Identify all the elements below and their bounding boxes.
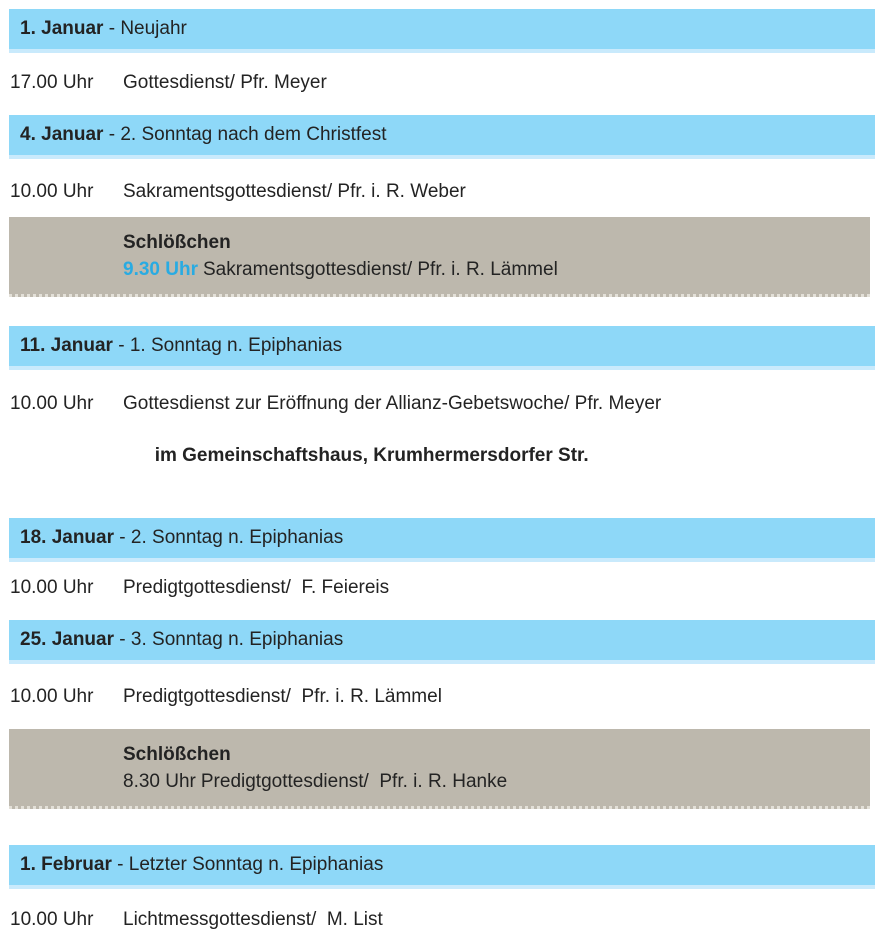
date-title: Letzter Sonntag n. Epiphanias <box>128 854 384 875</box>
service-description: Sakramentsgottesdienst/ Pfr. i. R. Weber <box>123 181 466 202</box>
date-separator: - <box>114 527 131 548</box>
service-row <box>0 179 875 205</box>
date-title: 3. Sonntag n. Epiphanias <box>130 629 344 650</box>
date-label: 4. Januar <box>20 124 104 145</box>
service-description: Predigtgottesdienst/ F. Feiereis <box>123 577 390 598</box>
date-separator: - <box>103 18 121 39</box>
venue-time: 8.30 Uhr <box>123 771 196 792</box>
venue-box <box>9 729 870 809</box>
service-description: Lichtmessgottesdienst/ M. List <box>123 909 383 930</box>
date-label: 18. Januar <box>20 527 114 548</box>
date-bar <box>9 326 875 370</box>
service-row <box>0 684 875 710</box>
date-title: 2. Sonntag n. Epiphanias <box>130 527 344 548</box>
venue-name: Schlößchen <box>123 232 231 253</box>
service-row <box>0 907 875 933</box>
service-description <box>123 391 661 495</box>
service-description: Predigtgottesdienst/ Pfr. i. R. Lämmel <box>123 686 442 707</box>
venue-name: Schlößchen <box>123 744 231 765</box>
service-row <box>0 70 875 96</box>
date-separator: - <box>103 124 121 145</box>
service-time: 10.00 Uhr <box>10 686 94 707</box>
service-time: 10.00 Uhr <box>10 181 94 202</box>
date-bar <box>9 845 875 889</box>
date-separator: - <box>112 335 130 356</box>
date-label: 25. Januar <box>20 629 114 650</box>
date-separator: - <box>111 854 129 875</box>
date-label: 1. Januar <box>20 18 104 39</box>
service-row <box>0 391 875 495</box>
date-bar <box>9 620 875 664</box>
date-label: 11. Januar <box>20 335 113 356</box>
venue-time: 9.30 Uhr <box>123 259 198 280</box>
date-bar <box>9 518 875 562</box>
service-time: 10.00 Uhr <box>10 577 94 598</box>
service-row <box>0 575 875 601</box>
date-title: 2. Sonntag nach dem Christfest <box>120 124 387 145</box>
venue-box <box>9 217 870 297</box>
service-time: 10.00 Uhr <box>10 909 94 930</box>
date-title: Neujahr <box>120 18 187 39</box>
service-description-line: Gottesdienst zur Eröffnung der Allianz-Gebetswoche/ Pfr. Meyer <box>123 393 662 414</box>
venue-description: Sakramentsgottesdienst/ Pfr. i. R. Lämmel <box>202 259 558 280</box>
date-bar <box>9 115 875 159</box>
date-label: 1. Februar <box>20 854 112 875</box>
date-separator: - <box>114 629 131 650</box>
service-time: 10.00 Uhr <box>10 393 94 414</box>
date-bar <box>9 9 875 53</box>
service-description: Gottesdienst/ Pfr. Meyer <box>123 72 327 93</box>
venue-description: Predigtgottesdienst/ Pfr. i. R. Hanke <box>200 771 508 792</box>
venue-service-line <box>123 256 870 283</box>
date-title: 1. Sonntag n. Epiphanias <box>129 335 343 356</box>
service-time: 17.00 Uhr <box>10 72 94 93</box>
venue-service-line <box>123 768 870 795</box>
service-description-bold: im Gemeinschaftshaus, Krumhermersdorfer Str. <box>154 445 589 466</box>
